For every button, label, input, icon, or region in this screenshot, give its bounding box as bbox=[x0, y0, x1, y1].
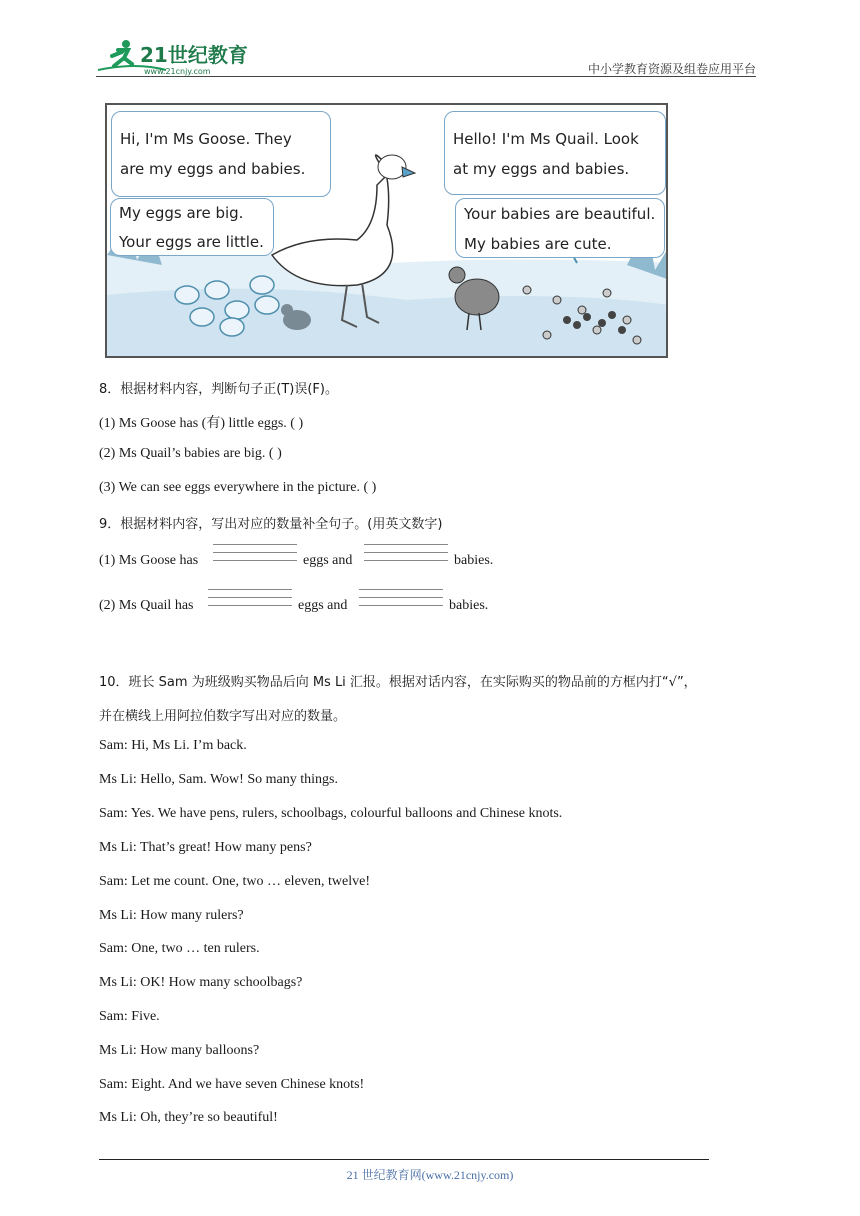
goose-line-3: My eggs are big. bbox=[119, 204, 244, 222]
footer-text: 21 世纪教育网(www.21cnjy.com) bbox=[346, 1168, 514, 1182]
dialogue-line: Ms Li: Oh, they’re so beautiful! bbox=[99, 1110, 278, 1125]
q10-title-line-1: 10．班长 Sam 为班级购买物品后向 Ms Li 汇报。根据对话内容，在实际购买的物品前的方框内打“√”， bbox=[99, 675, 697, 690]
goose-quail-illustration bbox=[105, 103, 668, 358]
q8-item-3: (3) We can see eggs everywhere in the picture. ( ) bbox=[99, 480, 377, 495]
dialogue-line: Ms Li: That’s great! How many pens? bbox=[99, 840, 312, 855]
logo-text: 21世纪教育 bbox=[140, 43, 248, 67]
dialogue-line: Sam: Hi, Ms Li. I’m back. bbox=[99, 738, 247, 753]
dialogue-line: Sam: Eight. And we have seven Chinese knots! bbox=[99, 1077, 365, 1092]
q8-item-1: (1) Ms Goose has (有) little eggs. ( ) bbox=[99, 416, 304, 431]
q9-title: 9．根据材料内容，写出对应的数量补全句子。(用英文数字) bbox=[99, 517, 443, 532]
goose-line-2: are my eggs and babies. bbox=[120, 160, 306, 178]
goose-line-1: Hi, I'm Ms Goose. They bbox=[120, 130, 292, 148]
goose-speech-bubble-1 bbox=[111, 111, 331, 197]
q9-item-1-middle: eggs and bbox=[303, 553, 353, 568]
dialogue-line: Ms Li: How many rulers? bbox=[99, 908, 244, 923]
q9-item-2-middle: eggs and bbox=[298, 598, 348, 613]
q9-item-1-eggs-blank[interactable] bbox=[213, 544, 297, 568]
q9-item-1-babies-blank[interactable] bbox=[364, 544, 448, 568]
footer-divider bbox=[99, 1159, 709, 1160]
header-platform-label: 中小学教育资源及组卷应用平台 bbox=[587, 62, 756, 76]
header-divider bbox=[96, 76, 756, 77]
dialogue-line: Ms Li: How many balloons? bbox=[99, 1043, 260, 1058]
page-header bbox=[96, 30, 756, 78]
dialogue-line: Ms Li: OK! How many schoolbags? bbox=[99, 975, 303, 990]
q10-title-line-2: 并在横线上用阿拉伯数字写出对应的数量。 bbox=[99, 709, 347, 724]
quail-line-2: at my eggs and babies. bbox=[453, 160, 630, 178]
q8-item-2: (2) Ms Quail’s babies are big. ( ) bbox=[99, 446, 282, 461]
quail-line-4: My babies are cute. bbox=[464, 235, 612, 253]
dialogue-line: Sam: Yes. We have pens, rulers, schoolbags, colourful balloons and Chinese knots. bbox=[99, 806, 563, 821]
quail-line-3: Your babies are beautiful. bbox=[464, 205, 656, 223]
dialogue-line: Ms Li: Hello, Sam. Wow! So many things. bbox=[99, 772, 338, 787]
goose-line-4: Your eggs are little. bbox=[119, 233, 264, 251]
q9-item-1-prefix: (1) Ms Goose has bbox=[99, 553, 199, 568]
quail-line-1: Hello! I'm Ms Quail. Look bbox=[453, 130, 639, 148]
site-logo bbox=[96, 36, 266, 76]
quail-speech-bubble-1 bbox=[444, 111, 666, 195]
logo-url: www.21cnjy.com bbox=[144, 67, 211, 76]
q9-item-2-suffix: babies. bbox=[449, 598, 489, 613]
dialogue-line: Sam: Let me count. One, two … eleven, twelve! bbox=[99, 874, 370, 889]
dialogue-line: Sam: Five. bbox=[99, 1009, 160, 1024]
q9-item-1-suffix: babies. bbox=[454, 553, 494, 568]
q9-item-2-babies-blank[interactable] bbox=[359, 589, 443, 613]
quail-speech-bubble-2 bbox=[455, 198, 665, 258]
q9-item-2-prefix: (2) Ms Quail has bbox=[99, 598, 194, 613]
q8-title: 8．根据材料内容，判断句子正(T)误(F)。 bbox=[99, 382, 338, 397]
goose-speech-bubble-2 bbox=[110, 198, 274, 256]
q9-item-2-eggs-blank[interactable] bbox=[208, 589, 292, 613]
dialogue-line: Sam: One, two … ten rulers. bbox=[99, 941, 260, 956]
